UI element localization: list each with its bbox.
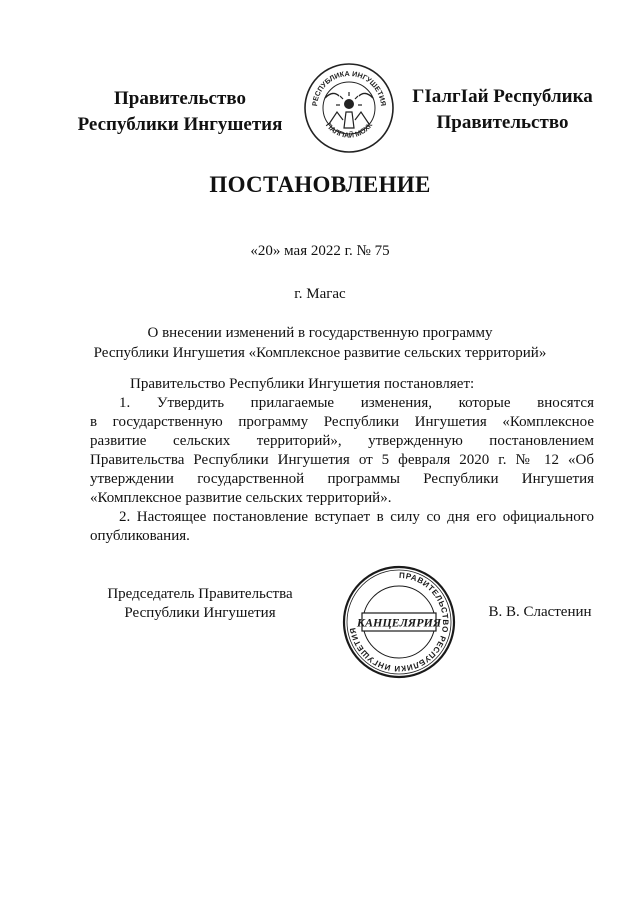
emblem-top-text: РЕСПУБЛИКА ИНГУШЕТИЯ (310, 68, 388, 107)
official-stamp-icon (340, 563, 458, 681)
paragraph-1-line: Правительства Республики Ингушетия от 5 февраля 2020 г. № 12 «Об (90, 452, 594, 468)
stamp-ring-text: ПРАВИТЕЛЬСТВО РЕСПУБЛИКИ ИНГУШЕТИЯ (348, 570, 450, 674)
preamble: Правительство Республики Ингушетия постановляет: (130, 376, 475, 392)
svg-text:ГІАЛГІАЙ МОХК (324, 120, 375, 140)
paragraph-1-line: утверждении государственной программы Республики Ингушетия (90, 471, 594, 487)
header-right (400, 84, 605, 136)
subject-line-1: О внесении изменений в государственную программу (147, 325, 493, 341)
header-left-line-1: Правительство (114, 88, 246, 109)
city-line: г. Магас (294, 286, 346, 302)
header-left-line-2: Республики Ингушетия (77, 114, 283, 135)
paragraph-1-last-line: «Комплексное развитие сельских территорий». (90, 490, 392, 506)
paragraph-2-last-line: опубликования. (90, 528, 190, 544)
signatory-position-line-2: Республики Ингушетия (124, 605, 276, 621)
paragraph-2-first-line: 2. Настоящее постановление вступает в силу со дня его официального (119, 509, 594, 525)
paragraph-1-line: в государственную программу Республики Ингушетия «Комплексное (90, 414, 594, 430)
emblem-bottom-text: ГІАЛГІАЙ МОХК (323, 120, 375, 140)
header-left (60, 86, 300, 138)
paragraph-1-line: развитие сельских территорий», утвержденную постановлением (90, 433, 594, 449)
date-number-line: «20» мая 2022 г. № 75 (250, 243, 390, 259)
signatory-position-line-1: Председатель Правительства (107, 586, 293, 602)
document-subject (0, 323, 640, 363)
document-title: ПОСТАНОВЛЕНИЕ (209, 172, 431, 197)
header-right-line-1: ГІалгІай Республика (412, 86, 593, 107)
header-right-line-2: Правительство (436, 112, 569, 133)
paragraph-1-first-line: 1. Утвердить прилагаемые изменения, которые вносятся (119, 395, 594, 411)
emblem-mountains-icon (329, 112, 369, 124)
signatory-name: В. В. Сластенин (488, 604, 592, 620)
subject-line-2: Республики Ингушетия «Комплексное развитие сельских территорий» (93, 345, 547, 361)
emblem-tower-icon (344, 112, 354, 128)
coat-of-arms-icon (303, 62, 395, 154)
stamp-center-text: КАНЦЕЛЯРИЯ (356, 615, 442, 630)
emblem-sun-icon (336, 92, 362, 109)
signatory-position (100, 585, 300, 623)
